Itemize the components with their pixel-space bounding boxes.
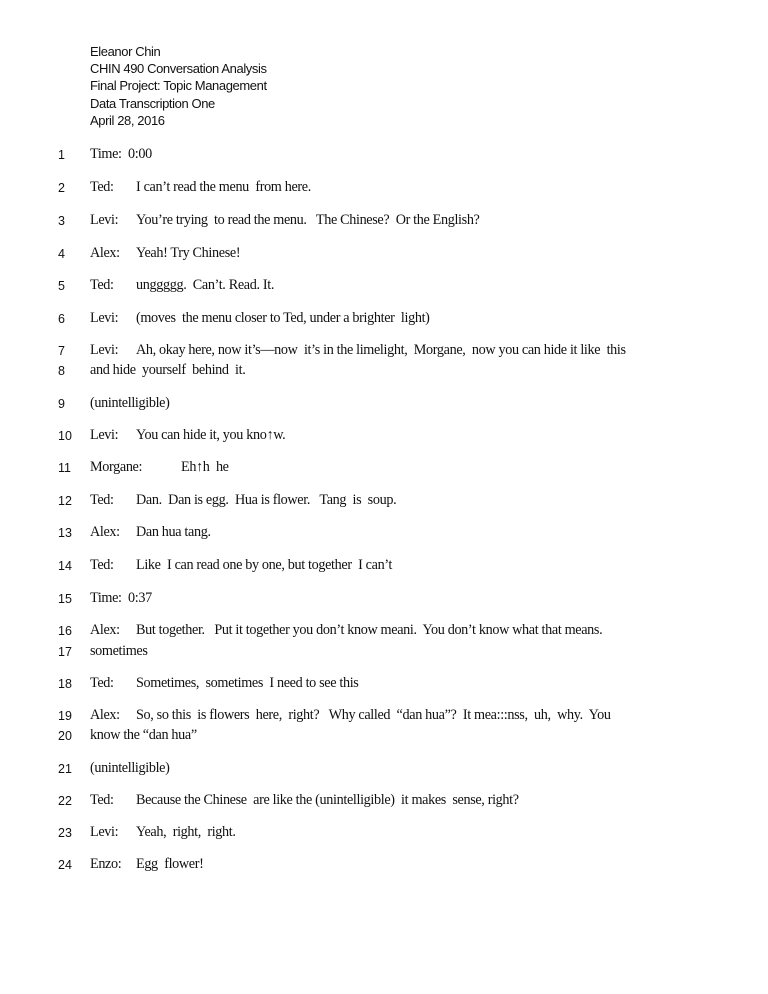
utterance: Because the Chinese are like the (unintelligible) it makes sense, right? (136, 792, 519, 808)
line-number: 20 (58, 729, 72, 743)
speaker-label: Ted: (90, 179, 114, 195)
transcript-line (0, 179, 768, 199)
speaker-label: Ted: (90, 277, 114, 293)
line-number: 22 (58, 794, 72, 808)
speaker-label: Ted: (90, 557, 114, 573)
utterance: So, so this is flowers here, right? Why called “dan hua”? It mea:::nss, uh, why. You (136, 707, 611, 723)
transcript-line (0, 245, 768, 265)
utterance: unggggg. Can’t. Read. It. (136, 277, 275, 293)
utterance: Egg flower! (136, 856, 204, 872)
transcript-line (0, 146, 768, 166)
speaker-label: Levi: (90, 824, 119, 840)
utterance: I can’t read the menu from here. (136, 179, 311, 195)
utterance-continuation: know the “dan hua” (90, 727, 197, 743)
timestamp: Time: 0:00 (90, 146, 152, 162)
line-number: 1 (58, 148, 65, 162)
line-number: 9 (58, 397, 65, 411)
utterance-continuation: sometimes (90, 643, 148, 659)
line-number: 7 (58, 344, 65, 358)
document-header (90, 43, 267, 129)
line-number: 10 (58, 429, 72, 443)
transcript-line (0, 277, 768, 297)
line-number: 16 (58, 624, 72, 638)
utterance: Sometimes, sometimes I need to see this (136, 675, 359, 691)
speaker-label: Enzo: (90, 856, 122, 872)
line-number: 13 (58, 526, 72, 540)
line-number: 14 (58, 559, 72, 573)
utterance: Eh↑h he (181, 459, 229, 475)
transcript-line (0, 824, 768, 844)
utterance: (moves the menu closer to Ted, under a brighter light) (136, 310, 430, 326)
line-number: 11 (58, 461, 71, 475)
transcript-line (0, 856, 768, 876)
line-number: 23 (58, 826, 72, 840)
utterance: Ah, okay here, now it’s—now it’s in the limelight, Morgane, now you can hide it like this (136, 342, 626, 358)
line-number: 19 (58, 709, 72, 723)
transcript-line (0, 524, 768, 544)
document-date: April 28, 2016 (90, 112, 165, 128)
speaker-label: Ted: (90, 492, 114, 508)
utterance-continuation: and hide yourself behind it. (90, 362, 246, 378)
author-name: Eleanor Chin (90, 44, 161, 59)
transcript-line (0, 212, 768, 232)
utterance: Dan. Dan is egg. Hua is flower. Tang is soup. (136, 492, 397, 508)
line-number: 18 (58, 677, 72, 691)
speaker-label: Levi: (90, 427, 119, 443)
speaker-label: Levi: (90, 342, 119, 358)
utterance: But together. Put it together you don’t know meani. You don’t know what that means. (136, 622, 603, 638)
transcript-line (0, 760, 768, 780)
speaker-label: Ted: (90, 792, 114, 808)
speaker-label: Alex: (90, 707, 120, 723)
utterance: Dan hua tang. (136, 524, 211, 540)
transcript-line (0, 395, 768, 415)
transcript-line (0, 459, 768, 479)
timestamp: Time: 0:37 (90, 590, 152, 606)
speaker-label: Alex: (90, 524, 120, 540)
speaker-label: Ted: (90, 675, 114, 691)
line-number: 5 (58, 279, 65, 293)
speaker-label: Alex: (90, 245, 120, 261)
annotation: (unintelligible) (90, 760, 170, 776)
line-number: 17 (58, 645, 72, 659)
transcript-line (0, 427, 768, 447)
transcript-line (0, 622, 768, 642)
transcript-line (0, 342, 768, 362)
utterance: Yeah! Try Chinese! (136, 245, 241, 261)
course-name: CHIN 490 Conversation Analysis (90, 61, 267, 77)
transcript-line (0, 643, 768, 663)
utterance: Like I can read one by one, but together I can’t (136, 557, 393, 573)
utterance: You can hide it, you kno↑w. (136, 427, 286, 443)
transcript-line (0, 675, 768, 695)
utterance: You’re trying to read the menu. The Chinese? Or the English? (136, 212, 480, 228)
transcript-line (0, 707, 768, 727)
speaker-label: Alex: (90, 622, 120, 638)
transcript-line (0, 557, 768, 577)
utterance: Yeah, right, right. (136, 824, 236, 840)
transcript-line (0, 492, 768, 512)
transcript-line (0, 310, 768, 330)
project-title: Final Project: Topic Management (90, 78, 267, 94)
line-number: 8 (58, 364, 65, 378)
transcript-line (0, 727, 768, 747)
speaker-label: Levi: (90, 310, 119, 326)
line-number: 21 (58, 762, 72, 776)
speaker-label: Morgane: (90, 459, 143, 475)
annotation: (unintelligible) (90, 395, 170, 411)
speaker-label: Levi: (90, 212, 119, 228)
line-number: 4 (58, 247, 65, 261)
line-number: 12 (58, 494, 72, 508)
document-title: Data Transcription One (90, 95, 215, 111)
transcript-line (0, 362, 768, 382)
transcript-line (0, 792, 768, 812)
line-number: 3 (58, 214, 65, 228)
line-number: 2 (58, 181, 65, 195)
line-number: 6 (58, 312, 65, 326)
line-number: 24 (58, 858, 72, 872)
line-number: 15 (58, 592, 72, 606)
transcript-line (0, 590, 768, 610)
